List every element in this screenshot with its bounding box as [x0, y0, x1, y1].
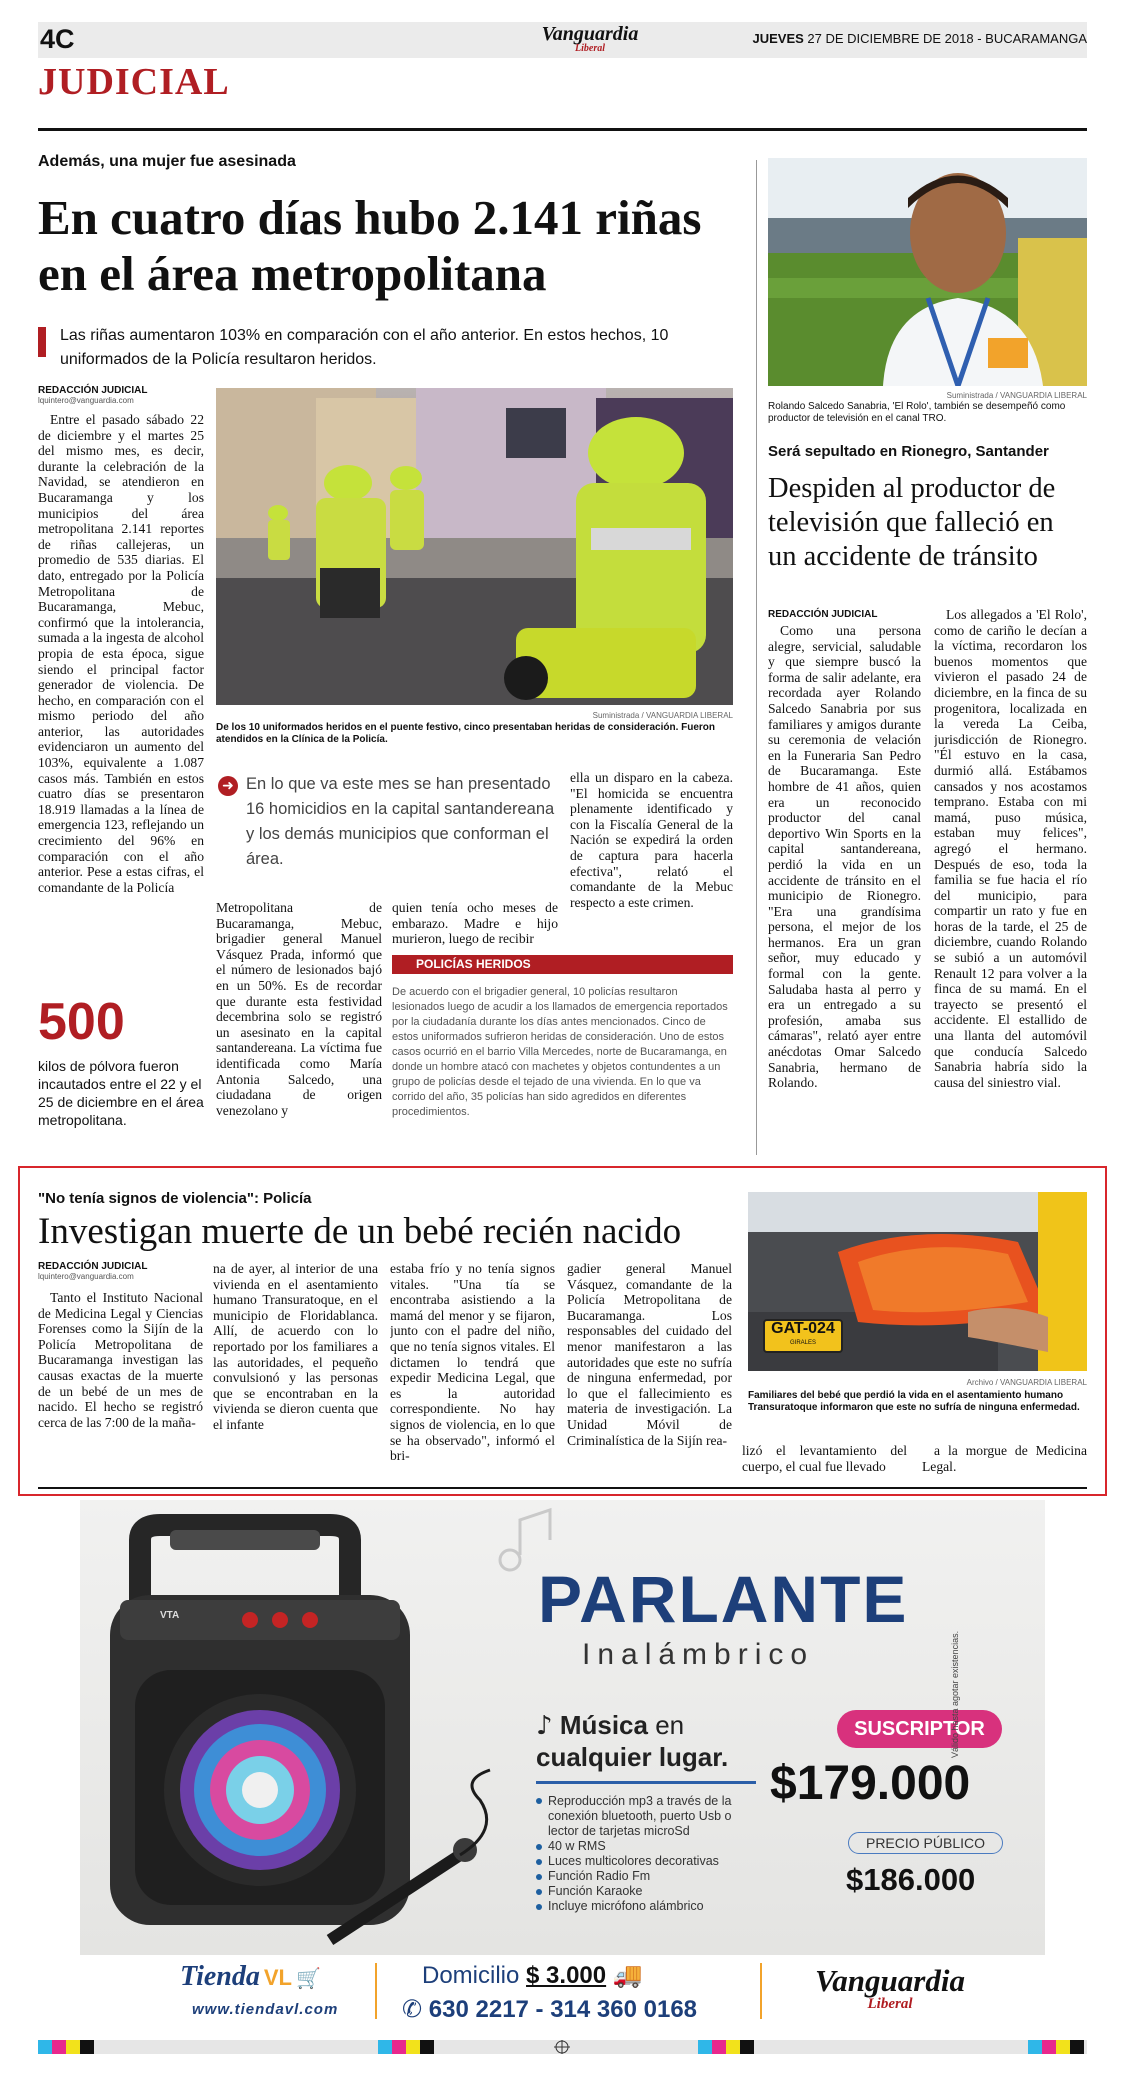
producer-portrait-photo: [768, 158, 1087, 386]
lead-column-1: [38, 412, 204, 982]
producer-photo-caption: Rolando Salcedo Sanabria, 'El Rolo', también se desempeñó como productor de televisión en el canal TRO.: [768, 401, 1066, 424]
portrait-illustration: [768, 158, 1087, 386]
side-column-2: [934, 607, 1087, 1151]
lead-byline-name: REDACCIÓN JUDICIAL: [38, 385, 148, 396]
ad-feature-text: Luces multicolores decorativas: [548, 1854, 719, 1868]
bullet-icon: [536, 1874, 542, 1880]
pull-quote-arrow-icon: ➜: [218, 776, 238, 796]
ad-tagline-bold: Música: [559, 1710, 648, 1740]
ad-tagline-rest: en: [655, 1710, 685, 1740]
issue-date: [752, 31, 1087, 46]
police-scene-illustration: [216, 388, 733, 705]
ad-feature-list: [536, 1794, 746, 1914]
delivery-price: $ 3.000: [526, 1962, 607, 1989]
delivery-label: Domicilio: [422, 1962, 520, 1989]
ad-feature-text: Función Radio Fm: [548, 1869, 651, 1883]
public-price: $186.000: [846, 1862, 976, 1897]
ad-feature-item: [536, 1884, 746, 1899]
baby-column-1: [38, 1290, 203, 1480]
bullet-icon: [536, 1904, 542, 1910]
phone-line: [402, 1995, 697, 2024]
lead-column-4-text: ella un disparo en la cabeza. "El homicida se encuentra plenamente identificado y con la Fiscalía General de la Nación se expedirá la orden de captura para hacerla efectiva", relató el comandante de la Mebuc respecto a este crimen.: [570, 770, 733, 910]
lead-column-3-text: quien tenía ocho meses de embarazo. Madre e hijo murieron, luego de recibir: [392, 900, 558, 947]
ad-title: PARLANTE: [538, 1562, 909, 1636]
bullet-icon: [536, 1889, 542, 1895]
issue-weekday: JUEVES: [752, 31, 804, 46]
subscriber-price: $179.000: [770, 1757, 971, 1810]
ad-feature-item: [536, 1899, 746, 1914]
sidebar-text: De acuerdo con el brigadier general, 10 policías resultaron lesionados luego de acudir a los llamados de emergencia reportados por la ciudadanía durante los días antes mencionados. Cinco de estos uniformados sufrieron heridas de consideración. Uno de estos casos ocurrió en el barrio Villa Mercedes, norte de Bucaramanga, en donde un hombre atacó con machetes y objetos contundentes a un grupo de policías desde el tejado de una vivienda. En lo que va corrido del año, 35 policías han sido agredidos en diferentes procedimientos.: [392, 986, 728, 1118]
footer-logo-main: Vanguardia: [815, 1963, 965, 1998]
baby-photo-credit: Archivo / VANGUARDIA LIBERAL: [966, 1378, 1087, 1387]
lead-photo-credit: Suministrada / VANGUARDIA LIBERAL: [592, 711, 733, 720]
baby-headline: Investigan muerte de un bebé recién nacido: [38, 1211, 682, 1252]
ad-footer: [80, 1955, 1045, 2027]
baby-column-3: [390, 1261, 555, 1471]
music-note-icon: ♪: [536, 1711, 553, 1741]
lead-summary: Las riñas aumentaron 103% en comparación con el año anterior. En estos hechos, 10 uniformados de la Policía resultaron heridos.: [60, 327, 669, 368]
footer-divider: [375, 1963, 377, 2019]
baby-column-6: [922, 1443, 1087, 1475]
phone-number[interactable]: 630 2217 - 314 360 0168: [428, 1996, 698, 2023]
section-rule: [38, 128, 1087, 131]
masthead-logo-main: Vanguardia: [541, 23, 639, 45]
license-plate: GAT-024: [771, 1320, 835, 1337]
baby-column-2: [213, 1261, 378, 1461]
lead-column-1-text: Entre el pasado sábado 22 de diciembre y el martes 25 del mismo mes, es decir, durante la celebración de la Navidad, se atendieron en Bucaramanga y los municipios del área metropolitana 2.141 reportes de riñas callejeras, un promedio de 535 diarias. El dato, entregado por la Policía Metropolitana de Bucaramanga, Mebuc, confirmó que la intolerancia, sumada a la ingesta de alcohol propia de esta época, sigue siendo el principal factor generador de violencia. De hecho, en comparación con el mismo periodo del año anterior, las autoridades evidenciaron un aumento del 103%, equivalente a 1.087 casos más. También en estos cuatro días se presentaron 18.919 llamadas a la línea de emergencia 123, reflejando un crecimiento del 96% en comparación con el año anterior. Pese a estas cifras, el comandante de la Policía: [38, 412, 204, 895]
stat-text: kilos de pólvora fueron incautados entre el 22 y el 25 de diciembre en el área metropolitana.: [38, 1058, 204, 1128]
side-byline: REDACCIÓN JUDICIAL: [768, 609, 878, 620]
baby-column-4: [567, 1261, 732, 1471]
lead-headline: En cuatro días hubo 2.141 riñas en el área metropolitana: [38, 190, 702, 301]
lead-column-2: [216, 900, 382, 1152]
baby-column-5-text: lizó el levantamiento del cuerpo, el cual fue llevado: [742, 1443, 907, 1474]
ad-tagline-underline: [536, 1781, 756, 1784]
baby-byline-email: lquintero@vanguardia.com: [38, 1272, 134, 1281]
side-column-2-text: Los allegados a 'El Rolo', como de cariño le decían a la víctima, recordaron los buenos momentos que vivieron el pasado 24 de diciembre, en la finca de su progenitora, localizada en la vereda La Ceiba, jurisdicción de Rionegro. "Él estuvo en la casa, durmió allá. Estábamos cansados y nos acostamos temprano. Estaba con mi mamá, puso música, estaban muy felices", agregó el hermano. Después de eso, toda la familia se fue hacia el río del municipio, para compartir un rato y fue en horas de la tarde, el 25 de diciembre, cuando Rolando se subió a un automóvil Renault 12 para volver a la finca de su mamá. En el trayecto se presentó el accidente. El estallido de una llanta del automóvil que conducía Salcedo Sanabria habría sido la causa del siniestro vial.: [934, 607, 1087, 1090]
ad-feature-item: [536, 1839, 746, 1854]
lead-byline-email: lquintero@vanguardia.com: [38, 396, 134, 405]
lead-column-3: [392, 900, 558, 947]
masthead-logo: [530, 24, 650, 54]
pull-quote: En lo que va este mes se han presentado 16 homicidios en la capital santandereana y los demás municipios que conforman el área.: [246, 775, 555, 868]
lead-column-2-text: Metropolitana de Bucaramanga, Mebuc, brigadier general Manuel Vásquez Prada, informó que el número de lesionados bajó en un 50%. Es de recordar que durante esta festividad decembrina solo se registró un asesinato en la capital santandereana. La víctima fue identificada como María Antonia Salcedo, una ciudadana de origen venezolano y: [216, 900, 382, 1118]
bullet-icon: [536, 1859, 542, 1865]
ad-feature-text: Reproducción mp3 a través de la conexión bluetooth, puerto Usb o lector de tarjetas microSd: [548, 1794, 732, 1838]
ad-feature-text: Incluye micrófono alámbrico: [548, 1899, 704, 1913]
ad-feature-item: [536, 1794, 746, 1839]
ad-tagline: [536, 1710, 684, 1741]
producer-photo-credit: Suministrada / VANGUARDIA LIBERAL: [946, 391, 1087, 400]
speaker-brand-label: VTA: [160, 1610, 180, 1621]
public-price-label: PRECIO PÚBLICO: [848, 1832, 1003, 1854]
baby-column-2-text: na de ayer, al interior de una vivienda en el asentamiento humano Transuratoque, en el municipio de Floridablanca. Allí, de acuerdo con lo reportado por los familiares a las autoridades, el pequeño convulsionó y las personas que se encontraban en la vivienda se dieron cuenta que el infante: [213, 1261, 378, 1432]
footer-logo-sub: Liberal: [867, 1996, 913, 2012]
store-logo-mark: VL: [263, 1965, 292, 1990]
speaker-advertisement: [80, 1500, 1045, 1955]
baby-byline-name: REDACCIÓN JUDICIAL: [38, 1261, 148, 1272]
sidebar-heading: POLICÍAS HERIDOS: [416, 957, 531, 971]
baby-column-3-text: estaba frío y no tenía signos vitales. "Una tía se encontraba asistiendo a la mamá del menor y se fijaron, junto con el padre del niño, que no tenía signos vitales. El dictamen lo tendrá que expedir Medicina Legal, que es la autoridad correspondiente. No hay signos de violencia, en lo que se ha observado", informó el bri-: [390, 1261, 555, 1464]
stat-number: 500: [38, 993, 125, 1051]
print-registration-bar: [38, 2040, 1087, 2054]
side-headline: Despiden al productor de televisión que falleció en un accidente de tránsito: [768, 473, 1056, 572]
lead-byline: [38, 385, 204, 410]
ad-tagline-line2: cualquier lugar.: [536, 1742, 729, 1772]
baby-column-5: [742, 1443, 907, 1475]
ad-feature-text: 40 w RMS: [548, 1839, 606, 1853]
ad-feature-item: [536, 1869, 746, 1884]
masthead-logo-sub: Liberal: [575, 43, 605, 54]
footer-newspaper-logo: [780, 1965, 1000, 2012]
box-bottom-rule: [38, 1487, 1087, 1489]
footer-divider-2: [760, 1963, 762, 2019]
subscriber-badge: SUSCRIPTOR: [837, 1710, 1002, 1748]
column-divider: [756, 160, 757, 1155]
store-logo: [180, 1961, 321, 1993]
lead-photo-police-motorcycles: [216, 388, 733, 705]
delivery-truck-icon: 🚚: [612, 1961, 643, 1989]
side-column-1: [768, 623, 921, 1151]
ad-subtitle: Inalámbrico: [582, 1638, 815, 1671]
issue-date-text: 27 DE DICIEMBRE DE 2018 - BUCARAMANGA: [807, 31, 1087, 46]
license-plate-city: GIRALES: [789, 1340, 816, 1346]
lead-photo-caption: De los 10 uniformados heridos en el puente festivo, cinco presentaban heridas de consideración. Fueron atendidos en la Clínica de la Policía.: [216, 722, 716, 745]
baby-photo-caption: Familiares del bebé que perdió la vida en el asentamiento humano Transuratoque informaron que este no sufría de ninguna enfermedad.: [748, 1390, 1080, 1413]
registration-marks: [38, 2040, 1087, 2054]
baby-story-photo: [748, 1192, 1087, 1371]
lead-kicker: Además, una mujer fue asesinada: [38, 153, 296, 170]
store-url[interactable]: www.tiendavl.com: [192, 2001, 339, 2018]
baby-byline: [38, 1261, 203, 1286]
lead-column-4: [570, 770, 733, 950]
baby-column-4-text: gadier general Manuel Vásquez, comandante de la Policía Metropolitana de Bucaramanga. Los responsables del cuidado del menor manifestaron a las autoridades que este no sufría de ninguna enfermedad, por lo que el fallecimiento es materia de investigación. La Unidad Móvil de Criminalística de la Sijín rea-: [567, 1261, 732, 1448]
baby-kicker: "No tenía signos de violencia": Policía: [38, 1190, 312, 1207]
shopping-cart-icon: 🛒: [295, 1966, 321, 1990]
bullet-icon: [536, 1798, 542, 1804]
section-title: JUDICIAL: [38, 61, 230, 103]
side-column-1-text: Como una persona alegre, servicial, saludable y que siempre buscó la forma de salir adelante, era recordada ayer Rolando Salcedo Sanabria por sus familiares y amigos durante su ceremonia de velación en la Funeraria San Pedro de Bucaramanga. Este hombre de 41 años, quien era un reconocido productor del canal deportivo Win Sports en la capital santandereana, perdió la vida en un accidente de tránsito en el municipio de Rionegro. "Era una grandísima persona, el mejor de los hermanos. Era un gran señor, muy educado y formal con la gente. Saludaba hasta al perro y era un entregado a su profesión, amaba sus cámaras", relató ayer entre anécdotas Omar Salcedo Sanabria, hermano de Rolando.: [768, 623, 921, 1091]
baby-column-6-text: a la morgue de Medicina Legal.: [922, 1443, 1087, 1474]
ad-feature-item: [536, 1854, 746, 1869]
store-name: Tienda: [180, 1961, 260, 1992]
page-number: 4C: [40, 24, 75, 54]
ad-feature-text: Función Karaoke: [548, 1884, 643, 1898]
ad-disclaimer: Válido hasta agotar existencias.: [950, 1630, 960, 1758]
bullet-icon: [536, 1844, 542, 1850]
delivery-line: [422, 1961, 643, 1990]
phone-icon: ✆: [402, 1995, 423, 2023]
side-kicker: Será sepultado en Rionegro, Santander: [768, 443, 1049, 460]
lead-summary-marker: [38, 327, 46, 357]
baby-column-1-text: Tanto el Instituto Nacional de Medicina Legal y Ciencias Forenses como la Sijín de la Policía Metropolitana de Bucaramanga investigan las causas exactas de la muerte de un bebé de un mes de nacido. El hecho se registró cerca de las 7:00 de la maña-: [38, 1290, 203, 1430]
